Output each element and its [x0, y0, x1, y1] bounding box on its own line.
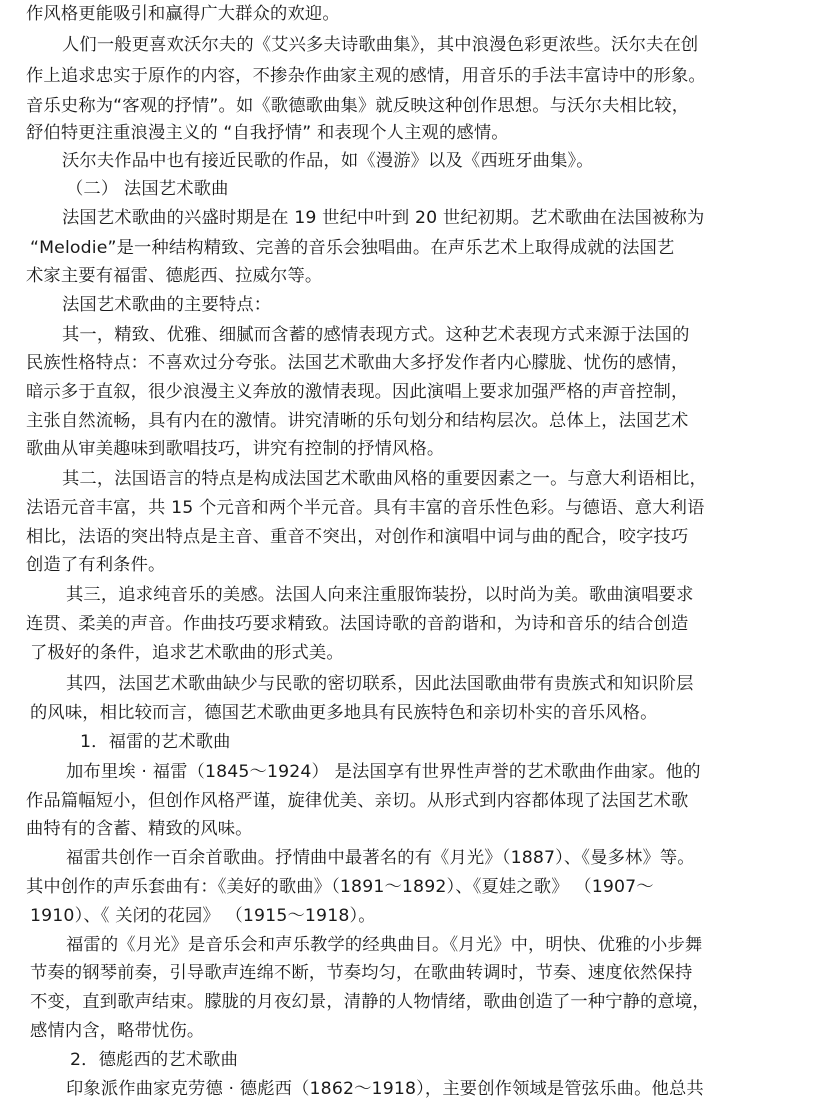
text-line: 作品篇幅短小，但创作风格严谨，旋律优美、亲切。从形式到内容都体现了法国艺术歌 — [26, 791, 689, 811]
text-line: 术家主要有福雷、德彪西、拉威尔等。 — [26, 266, 323, 286]
subsection-heading: 2．德彪西的艺术歌曲 — [70, 1050, 239, 1070]
text-line: 法国艺术歌曲的主要特点： — [62, 295, 272, 315]
text-line: 暗示多于直叙，很少浪漫主义奔放的激情表现。因此演唱上要求加强严格的声音控制， — [26, 382, 689, 402]
section-heading: （二） 法国艺术歌曲 — [66, 179, 229, 199]
text-line: 创造了有利条件。 — [26, 555, 166, 575]
text-line: “Melodie”是一种结构精致、完善的音乐会独唱曲。在声乐艺术上取得成就的法国艺 — [30, 238, 675, 258]
text-line: 其中创作的声乐套曲有：《美好的歌曲》（1891～1892）、《夏娃之歌》 （1907～ — [26, 877, 654, 897]
text-line: 沃尔夫作品中也有接近民歌的作品，如《漫游》以及《西班牙曲集》。 — [62, 151, 594, 171]
text-line: 相比，法语的突出特点是主音、重音不突出，对创作和演唱中词与曲的配合，咬字技巧 — [26, 527, 689, 547]
text-line: 不变，直到歌声结束。朦胧的月夜幻景，清静的人物情绪，歌曲创造了一种宁静的意境， — [30, 992, 710, 1012]
text-line: 感情内含，略带忧伤。 — [30, 1021, 205, 1041]
text-line: 民族性格特点：不喜欢过分夸张。法国艺术歌曲大多抒发作者内心朦胧、忧伤的感情， — [26, 353, 689, 373]
text-line: 了极好的条件，追求艺术歌曲的形式美。 — [30, 643, 344, 663]
subsection-heading: 1．福雷的艺术歌曲 — [80, 732, 231, 752]
text-line: 曲特有的含蓄、精致的风味。 — [26, 819, 253, 839]
text-line: 其二，法国语言的特点是构成法国艺术歌曲风格的重要因素之一。与意大利语相比， — [62, 469, 707, 489]
text-line: 其三，追求纯音乐的美感。法国人向来注重服饰装扮，以时尚为美。歌曲演唱要求 — [66, 585, 694, 605]
text-line: 其四，法国艺术歌曲缺少与民歌的密切联系，因此法国歌曲带有贵族式和知识阶层 — [66, 674, 694, 694]
text-line: 法国艺术歌曲的兴盛时期是在 19 世纪中叶到 20 世纪初期。艺术歌曲在法国被称为 — [62, 208, 705, 228]
text-line: 福雷的《月光》是音乐会和声乐教学的经典曲目。《月光》中，明快、优雅的小步舞 — [66, 935, 703, 955]
text-line: 其一，精致、优雅、细腻而含蓄的感情表现方式。这种艺术表现方式来源于法国的 — [62, 325, 690, 345]
text-line: 作上追求忠实于原作的内容，不掺杂作曲家主观的感情，用音乐的手法丰富诗中的形象。 — [26, 66, 706, 86]
text-line: 福雷共创作一百余首歌曲。抒情曲中最著名的有《月光》（1887）、《曼多林》等。 — [66, 848, 695, 868]
text-line: 人们一般更喜欢沃尔夫的《艾兴多夫诗歌曲集》，其中浪漫色彩更浓些。沃尔夫在创 — [62, 35, 699, 55]
text-line: 法语元音丰富，共 15 个元音和两个半元音。具有丰富的音乐性色彩。与德语、意大利语 — [26, 498, 705, 518]
text-line: 歌曲从审美趣味到歌唱技巧，讲究有控制的抒情风格。 — [26, 439, 445, 459]
text-line: 音乐史称为“客观的抒情”。如《歌德歌曲集》就反映这种创作思想。与沃尔夫相比较， — [26, 96, 690, 116]
text-line: 主张自然流畅，具有内在的激情。讲究清晰的乐句划分和结构层次。总体上，法国艺术 — [26, 411, 689, 431]
text-line: 连贯、柔美的声音。作曲技巧要求精致。法国诗歌的音韵谐和，为诗和音乐的结合创造 — [26, 614, 689, 634]
text-line: 节奏的钢琴前奏，引导歌声连绵不断，节奏均匀，在歌曲转调时，节奏、速度依然保持 — [30, 963, 693, 983]
text-line: 印象派作曲家克劳德 · 德彪西（1862～1918），主要创作领域是管弦乐曲。他总共 — [66, 1079, 704, 1099]
text-line: 1910）、《 关闭的花园》 （1915～1918）。 — [30, 906, 376, 926]
text-line: 的风味，相比较而言，德国艺术歌曲更多地具有民族特色和亲切朴实的音乐风格。 — [30, 703, 658, 723]
text-line: 加布里埃 · 福雷（1845～1924） 是法国享有世界性声誉的艺术歌曲作曲家。他的 — [66, 762, 701, 782]
text-line: 作风格更能吸引和赢得广大群众的欢迎。 — [26, 4, 340, 24]
text-line: 舒伯特更注重浪漫主义的 “自我抒情” 和表现个人主观的感情。 — [26, 123, 509, 143]
